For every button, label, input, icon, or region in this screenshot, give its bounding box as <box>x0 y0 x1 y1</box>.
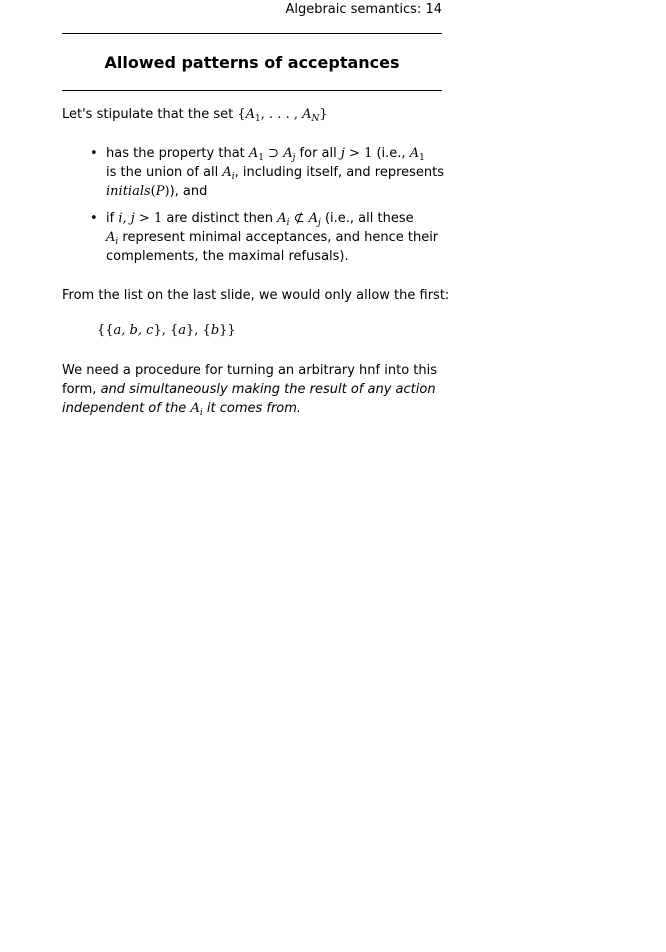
procedure-line-2-italic: and simultaneously making the result of any action <box>100 382 436 397</box>
bullet-2-line-3: complements, the maximal refusals). <box>106 249 349 264</box>
bottom-rule <box>62 90 442 91</box>
procedure-line-3-a: independent of the <box>62 401 187 416</box>
intro-set-expression: {$A_1$, . . . , $A_N$} <box>237 107 328 124</box>
procedure-line-3-math: $A_i$ <box>190 401 203 418</box>
bullet-dot: • <box>90 146 98 161</box>
display-expression: {{a, b, c}, {a}, {b}} <box>97 323 236 338</box>
procedure-line-3-b: it comes from. <box>206 401 302 416</box>
bullet-1-line-3: initials(P)), and <box>106 184 208 199</box>
running-header: Algebraic semantics: 14 <box>285 2 442 17</box>
list-paragraph: From the list on the last slide, we would only allow the first: <box>62 288 450 303</box>
procedure-line-2 <box>62 380 442 399</box>
bullet-2-line-1: if i, j > 1 are distinct then $A_i$ ⊄ $A_j$ (i.e., all these <box>106 211 414 228</box>
bullet-list <box>62 144 445 274</box>
top-rule <box>62 33 442 34</box>
procedure-line-3 <box>62 399 442 418</box>
procedure-paragraph <box>62 361 442 418</box>
bullet-2-line-2: $A_i$ represent minimal acceptances, and hence their <box>106 230 439 247</box>
slide-title: Allowed patterns of acceptances <box>104 53 400 72</box>
bullet-item-distinct <box>62 209 442 266</box>
bullet-1-line-1: has the property that $A_1$ ⊃ $A_j$ for all j > 1 (i.e., $A_1$ <box>106 146 425 163</box>
bullet-1-line-2: is the union of all $A_i$, including itself, and represents <box>106 165 445 182</box>
intro-paragraph <box>62 105 442 124</box>
procedure-line-1: We need a procedure for turning an arbitrary hnf into this <box>62 363 438 378</box>
bullet-dot: • <box>90 211 98 226</box>
bullet-item-property <box>62 144 445 201</box>
procedure-line-2-normal: form, <box>62 382 97 397</box>
intro-text: Let's stipulate that the set <box>62 107 234 122</box>
